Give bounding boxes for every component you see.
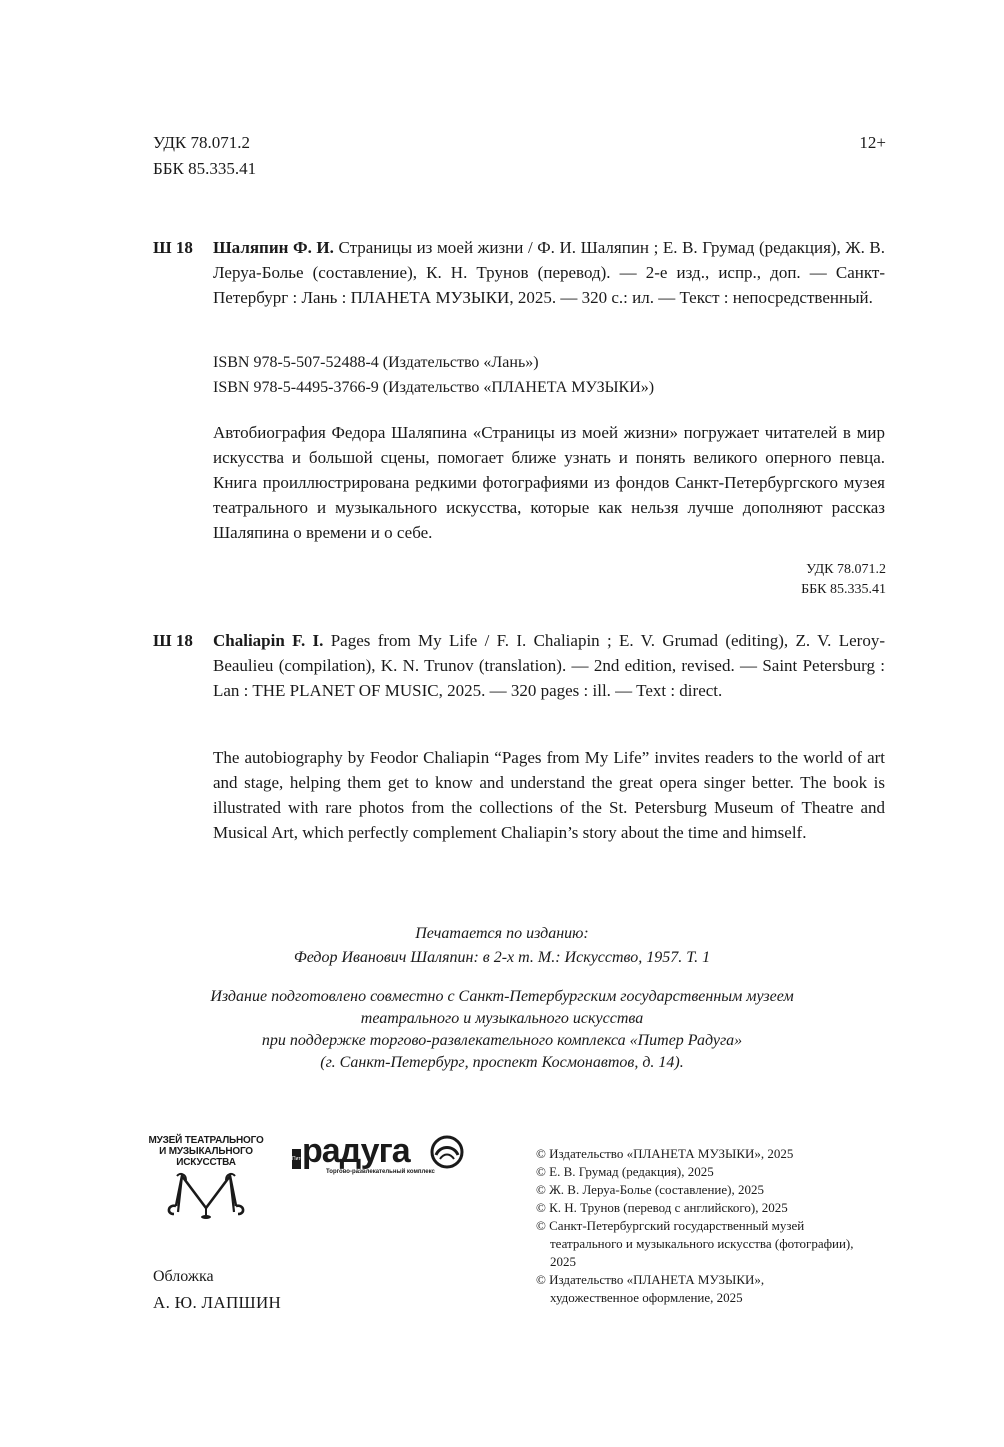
- source-note-line1: Печатается по изданию:: [415, 925, 589, 942]
- cover-credit-name: А. Ю. ЛАПШИН: [153, 1293, 282, 1312]
- raduga-logo: [292, 1132, 472, 1177]
- source-note-line2: Федор Иванович Шаляпин: в 2-х т. М.: Искусство, 1957. Т. 1: [293, 949, 711, 966]
- english-entry-text: Pages from My Life / F. I. Chaliapin ; E. V. Grumad (editing), Z. V. Leroy-Beaulieu (compilation), K. N. Trunov (translation). — 2nd edition, revised. — Saint Petersburg : Lan : THE PLANET OF MUSIC, 2025. — 320 pages : ill. — Text : direct.: [213, 631, 886, 700]
- copyright-line: © Издательство «ПЛАНЕТА МУЗЫКИ», 2025: [536, 1146, 794, 1161]
- russian-entry-author: Шаляпин Ф. И.: [213, 238, 334, 257]
- copyright-line: театрального и музыкального искусства (фотографии),: [550, 1236, 854, 1251]
- museum-logo-line1: МУЗЕЙ ТЕАТРАЛЬНОГО: [148, 1135, 264, 1146]
- header-bbk: ББК 85.335.41: [153, 159, 257, 178]
- copyright-line: © Санкт-Петербургский государственный музей: [536, 1218, 805, 1233]
- museum-logo-line2: И МУЗЫКАЛЬНОГО: [159, 1146, 253, 1157]
- raduga-subtitle: Торгово-развлекательный комплекс: [326, 1169, 435, 1175]
- cover-credit: [153, 1264, 281, 1316]
- copyright-line: © Издательство «ПЛАНЕТА МУЗЫКИ»,: [536, 1272, 765, 1287]
- copyright-line: © Е. В. Грумад (редакция), 2025: [536, 1164, 714, 1179]
- english-entry-description: [213, 628, 885, 703]
- copyright-block: [536, 1145, 896, 1307]
- russian-entry-classification: [801, 560, 886, 600]
- isbn-planeta: ISBN 978-5-4495-3766-9 (Издательство «ПЛАНЕТА МУЗЫКИ»): [213, 379, 655, 396]
- partnership-note-line4: (г. Санкт-Петербург, проспект Космонавтов, д. 14).: [320, 1054, 684, 1071]
- raduga-name: радуга: [302, 1132, 410, 1170]
- russian-entry-description: [213, 235, 885, 310]
- copyright-line: художественное оформление, 2025: [550, 1290, 743, 1305]
- english-entry-author: Chaliapin F. I.: [213, 631, 324, 650]
- copyright-line: © К. Н. Трунов (перевод с английского), 2025: [536, 1200, 788, 1215]
- partnership-note: [120, 986, 884, 1074]
- english-annotation: The autobiography by Feodor Chaliapin “Pages from My Life” invites readers to the world of art and stage, helping them get to know and understand the great opera singer better. The book is illustrated with rare photos from the collections of the St. Petersburg Museum of Theatre and Musical Art, which perfectly complement Chaliapin’s story about the time and himself.: [213, 748, 885, 842]
- museum-monogram-icon: [146, 1168, 266, 1220]
- russian-entry-code: Ш 18: [153, 238, 193, 257]
- partnership-note-line1: Издание подготовлено совместно с Санкт-Петербургским государственным музеем: [210, 988, 794, 1005]
- cover-credit-label: Обложка: [153, 1268, 214, 1285]
- russian-entry-udk: УДК 78.071.2: [806, 562, 886, 577]
- museum-logo-line3: ИСКУССТВА: [176, 1157, 236, 1168]
- partnership-note-line2: театрального и музыкального искусства: [360, 1010, 644, 1027]
- museum-logo: [146, 1135, 266, 1225]
- isbn-lan: ISBN 978-5-507-52488-4 (Издательство «Лань»): [213, 354, 539, 371]
- copyright-line: © Ж. В. Леруа-Болье (составление), 2025: [536, 1182, 764, 1197]
- russian-entry-text: Страницы из моей жизни / Ф. И. Шаляпин ; Е. В. Грумад (редакция), Ж. В. Леруа-Болье (составление), К. Н. Трунов (перевод). — 2-е изд., испр., доп. — Санкт-Петербург : Лань : ПЛАНЕТА МУЗЫКИ, 2025. — 320 с.: ил. — Текст : непосредственный.: [213, 238, 886, 307]
- copyright-line: 2025: [550, 1254, 576, 1269]
- age-rating: 12+: [859, 133, 886, 152]
- source-note: [120, 922, 884, 970]
- header-udk: УДК 78.071.2: [153, 133, 251, 152]
- isbn-list: [213, 350, 654, 400]
- partnership-note-line3: при поддержке торгово-развлекательного комплекса «Питер Радуга»: [261, 1032, 743, 1049]
- russian-entry-bbk: ББК 85.335.41: [801, 582, 886, 597]
- english-entry-code: Ш 18: [153, 631, 193, 650]
- raduga-rainbow-icon: [430, 1135, 464, 1169]
- raduga-prefix: Питер: [292, 1149, 301, 1169]
- header-udk-bbk: [153, 130, 256, 182]
- russian-annotation: Автобиография Федора Шаляпина «Страницы из моей жизни» погружает читателей в мир искусства и большой сцены, помогает ближе узнать и понять великого оперного певца. Книга проиллюстрирована редкими фотографиями из фондов Санкт-Петербургского музея театрального и музыкального искусства, которые как нельзя лучше дополняют рассказ Шаляпина о времени и о себе.: [213, 423, 885, 542]
- museum-logo-text: [146, 1135, 266, 1168]
